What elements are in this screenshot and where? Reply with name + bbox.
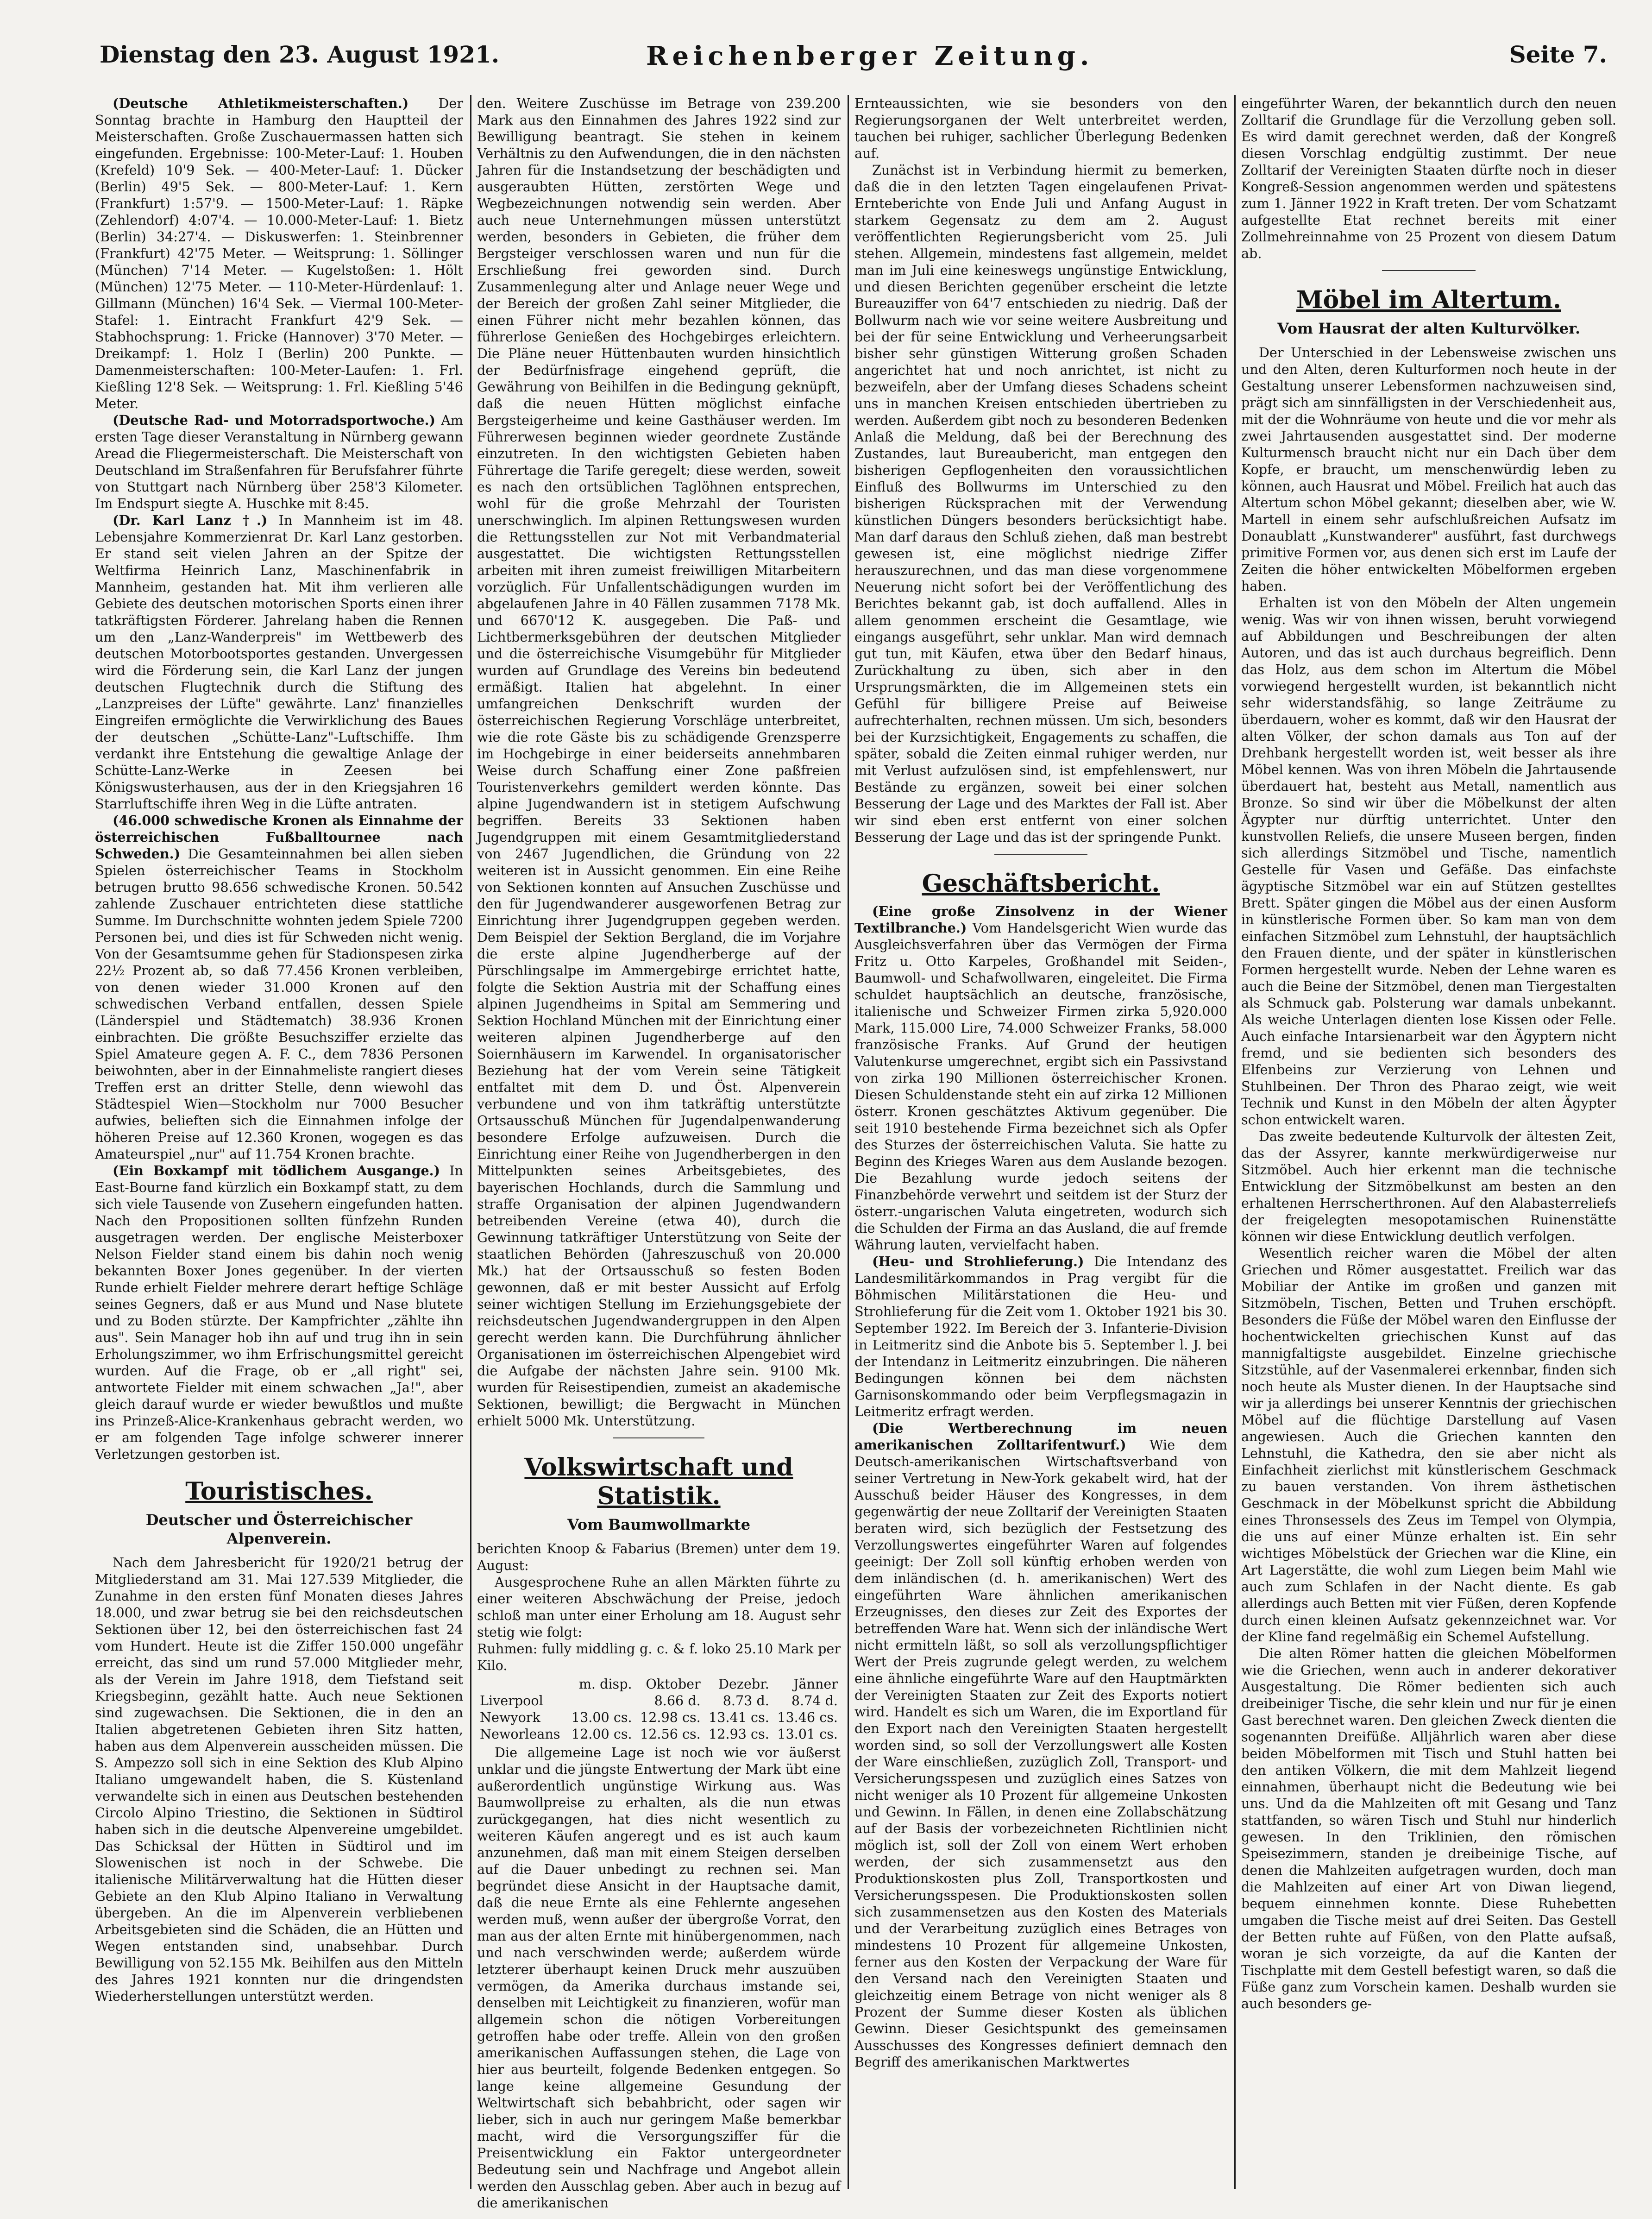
divider (613, 1437, 704, 1438)
section-heading-business: Geschäftsbericht. (922, 870, 1160, 898)
page-number: Seite 7. (1509, 41, 1607, 68)
us-tariff-cont: eingeführter Waren, der bekanntlich durch den neuen Zolltarif die Grundlage für die Verzollung geben soll. Es wird damit gerechnet werden, daß der Kongreß diesen Vorschlag endgültig zustimmt. Der neue Zolltarif der Vereinigten Staaten dürfte noch in dieser Kongreß-Session angenommen werden und spätestens zum 1. Jänner 1922 in Kraft treten. Der vom Schatzamt aufgestellte Etat rechnet bereits mit einer Zollmehreinnahme von 25 Prozent von diesem Datum ab. (1241, 95, 1616, 261)
table-row: Liverpool 8.66 d. 8.73 d. 8.74 d. (480, 1693, 838, 1708)
furniture-p3: Das zweite bedeutende Kulturvolk der ältesten Zeit, das der Assyrer, kannte merkwürdigerweise nur Sitzmöbel. Auch hier erkennt man die technische Entwicklung der Sitzmöbelkunst am besten an den erhaltenen Herrscherthronen. Auf den Alabasterreliefs der freigelegten mesopotamischen Ruinenstätte können wir diese Entwicklung deutlich verfolgen. (1241, 1128, 1616, 1244)
column-rule (1234, 95, 1236, 2189)
divider (994, 854, 1087, 855)
article-lanz: (Dr. Karl Lanz †.) In Mannheim ist im 48. Lebensjahre Kommerzienrat Dr. Karl Lanz gestorben. Er stand seit vielen Jahren an der Spitze der Weltfirma Heinrich Lanz, Maschinenfabrik in Mannheim, gestanden hat. Mit ihm verlieren alle Gebiete des deutschen motorischen Sports einen ihrer tatkräftigsten Förderer. Jahrelang haben die Rennen um den „Lanz-Wanderpreis" im Wettbewerb des deutschen Motorbootsportes gestanden. Unvergessen wird die Förderung sein, die Karl Lanz der jungen deutschen Flugtechnik durch die Stiftung des „Lanzpreises der Lüfte" gewährte. Lanz' finanzielles Eingreifen ermöglichte die Verwirklichung des Baues der deutschen „Schütte-Lanz"-Luftschiffe. Ihm verdankt ihre Entstehung die gewaltige Anlage der Schütte-Lanz-Werke in Zeesen bei Königswusterhausen, aus der in den Kriegsjahren 16 Starrluftschiffe ihren Weg in die Lüfte antraten. (95, 512, 463, 812)
section-heading-tourism: Touristisches. (185, 1477, 373, 1506)
subheading-cotton-market: Vom Baumwollmarkte (567, 1516, 751, 1533)
column-4 (1241, 95, 1616, 2189)
table-row: Neworleans 12.00 cs. 12.56 cs. 12.93 cs. 13.01 cs. (480, 1726, 838, 1742)
table-header-row: m. disp. Oktober Dezebr. Jänner (578, 1676, 838, 1692)
furniture-p2: Erhalten ist von den Möbeln der Alten ungemein wenig. Was wir von ihnen wissen, beruht vorwiegend auf Abbildungen und Beschreibungen der alten Autoren, und das ist auch durchaus begreiflich. Denn das Holz, aus dem schon im Altertum die Möbel vorwiegend hergestellt wurden, ist bekanntlich nicht sehr widerstandsfähig, so lange Zeiträume zu überdauern, woher es kommt, daß wir den Hausrat der alten Völker, der schon damals aus Ton auf der Drehbank hergestellt worden ist, weit besser als ihre Möbel kennen. Was von ihren Möbeln die Jahrtausende überdauert hat, besteht aus Metall, namentlich aus Bronze. So sind wir über die Möbelkunst der alten Ägypter nur dürftig unterrichtet. Unter den kunstvollen Reliefs, die unsere Museen bergen, finden sich allerdings Sitzmöbel und Tische, namentlich Gestelle für Vasen und Gefäße. Das einfachste ägyptische Sitzmöbel war ein auf Stützen gestelltes Brett. Später gingen die Möbel aus der einen Ausform in künstlerische Formen über. So kam man von dem einfachen Sitzmöbel zum Lehnstuhl, der hauptsächlich den Frauen diente, und der später in künstlerischen Formen hergestellt wurde. Neben der Lehne waren es auch die Beine der Sitzmöbel, denen man Tiergestalten als Schmuck gab. Polsterung war damals unbekannt. Als weiche Unterlagen dienten lose Kissen oder Felle. Auch einfache Intarsienarbeit war den Ägyptern nicht fremd, und sie bedienten sich besonders des Elfenbeins zur Verzierung von Lehnen und Stuhlbeinen. Der Thron des Pharao zeigt, wie weit Technik und Kunst in den Möbeln der alten Ägypter schon entwickelt waren. (1241, 595, 1616, 1128)
cotton-p3: Die allgemeine Lage ist noch wie vor äußerst unklar und die jüngste Entwertung der Mark übt eine außerordentlich ungünstige Wirkung aus. Was Baumwollpreise zu erhalten, als die nun etwas zurückgegangen, hat dies nicht wesentlich zu weiteren Käufen angeregt und es ist auch kaum anzunehmen, daß man mit einem Steigen derselben auf die Dauer unbedingt zu rechnen sei. Man begründet diese Ansicht in der Hauptsache damit, daß die neue Ernte als eine Fehlernte angesehen werden muß, wenn außer der übergroße Vorrat, den man aus der alten Ernte mit hinübergenommen, nach und nach verschwinden werde; außerdem würde letzterer überhaupt keinen Druck mehr auszuüben vermögen, da Amerika durchaus imstande sei, denselben mit Leichtigkeit zu finanzieren, wofür man allgemein schon die nötigen Vorbereitungen getroffen habe oder treffe. Allein von den großen amerikanischen Auffassungen stehen, die Lage von hier aus beurteilt, folgende Bedenken entgegen. So lange keine allgemeine Gesundung der Weltwirtschaft sich bebahbricht, oder sagen wir lieber, sich in auch nur geringem Maße bemerkbar macht, wird die Versorgungsziffer für die Preisentwicklung ein Faktor untergeordneter Bedeutung sein und Nachfrage und Angebot allein werden den Ausschlag geben. Aber auch in bezug auf die amerikanischen (477, 1745, 841, 2211)
furniture-p4: Wesentlich reicher waren die Möbel der alten Griechen und Römer ausgestattet. Freilich war das Mobiliar der Antike im großen und ganzen mit Sitzmöbeln, Tischen, Betten und Truhen erschöpft. Besonders die Füße der Möbel waren den Einflusse der hochentwickelten griechischen Kunst auf das mannigfaltigste ausgebildet. Einzelne griechische Sitzstühle, auf der Vasenmalerei erkennbar, finden sich noch heute als Muster dienen. In der Hauptsache sind wir ja allerdings bei unserer Kenntnis der griechischen Möbel auf die flüchtige Darstellung auf Vasen angewiesen. Auch die Griechen kannten den Lehnstuhl, die Kathedra, den sie aber nicht als Einfachheit zierlichst mit künstlerischem Geschmack zu bauen verstanden. Von ihrem ästhetischen Geschmack in der Möbelkunst spricht die Abbildung eines Thronsessels des Zeus im Tempel von Olympia, die uns auf einer Münze erhalten ist. Ein sehr wichtiges Möbelstück der Griechen war die Kline, ein Art Lagerstätte, die wohl zum Liegen beim Mahl wie auch zum Schlafen in der Nacht diente. Es gab allerdings auch Betten mit vier Füßen, deren Kopfende durch einen kleinen Aufsatz gekennzeichnet war. Vor der Kline fand regelmäßig ein Schemel Aufstellung. (1241, 1245, 1616, 1645)
section-heading-economy: Volkswirtschaft und Statistik. (524, 1453, 793, 1510)
article-athletics: (Deutsche Athletikmeisterschaften.) Der Sonntag brachte in Hamburg den Hauptteil der Meisterschaften. Große Zuschauermassen hatten sich eingefunden. Ergebnisse: 100-Meter-Lauf: 1. Houben (Krefeld) 10'9 Sek. — 400-Meter-Lauf: 1. Dücker (Berlin) 49'5 Sek. — 800-Meter-Lauf: 1. Kern (Frankfurt) 1:57'9. — 1500-Meter-Lauf: 1. Räpke (Zehlendorf) 4:07'4. — 10.000-Meter-Lauf: 1. Bietz (Berlin) 34:27'4. — Diskuswerfen: 1. Steinbrenner (Frankfurt) 42'75 Meter. — Weitsprung: 1. Söllinger (München) 7'14 Meter. — Kugelstoßen: 1. Hölt (München) 12'75 Meter. — 110-Meter-Hürdenlauf: 1. Gillmann (München) 16'4 Sek. — Viermal 100-Meter-Stafel: 1. Eintracht Frankfurt 42'9 Sek. — Stabhochsprung: 1. Fricke (Hannover) 3'70 Meter. — Dreikampf: 1. Holz I (Berlin) 200 Punkte. — Damenmeisterschaften: 100-Meter-Laufen: 1. Frl. Kießling 12'8 Sek. — Weitsprung: 1. Frl. Kießling 5'46 Meter. (95, 95, 464, 411)
article-football: (46.000 schwedische Kronen als Einnahme der österreichischen Fußballtournee nach Schweden.) Die Gesamteinnahmen bei allen sieben Spielen österreichischer Teams in Stockholm betrugen brutto 98.656 schwedische Kronen. 50.542 zahlende Zuschauer entrichteten diese stattliche Summe. Im Durchschnitte wohnten jedem Spiele 7200 Personen bei, und dies ist für Schweden nicht wenig. Von der Gesamtsumme gehen für Stadionspesen zirka 22½ Prozent ab, so daß 77.456 Kronen verbleiben, von denen wieder 31.000 Kronen auf den schwedischen Verband entfallen, dessen Spiele (Länderspiel und Städtematch) 38.936 Kronen einbrachten. Die größte Besuchsziffer erzielte das Spiel Amateure gegen A. F. C., dem 7836 Personen beiwohnten, aber in der Einnahmeliste rangiert dieses Treffen erst an dritter Stelle, denn wiewohl das Städtespiel Wien—Stockholm nur 7000 Besucher aufwies, belieften sich die Einnahmen infolge der höheren Preise auf 12.360 Kronen, wogegen es das Amateurspiel „nur" auf 11.754 Kronen brachte. (95, 813, 463, 1162)
column-rule (470, 95, 471, 2189)
furniture-p5: Die alten Römer hatten die gleichen Möbelformen wie die Griechen, wenn auch in anderer dekorativer Ausgestaltung. Die Römer bedienten sich auch dreibeiniger Tische, die sehr klein und nur für je einen Gast berechnet waren. Den gleichen Zweck dienten die sogenannten Dreifüße. Alljährlich waren aber diese beiden Möbelformen mit Tisch und Stuhl hatten bei den antiken Völkern, die mit dem Mahlzeit liegend einnahmen, überhaupt nicht die Bedeutung wie bei uns. Und da die Mahlzeiten oft mit Gesang und Tanz stattfanden, so wären Tisch und Stuhl nur hinderlich gewesen. In den Triklinien, den römischen Speisezimmern, standen je dreibeinige Tische, auf denen die Mahlzeiten aufgetragen wurden, doch man die Mahlzeiten auf einer Art von Diwan liegend, bequem einnehmen konnte. Diese Ruhebetten umgaben die Tische meist auf drei Seiten. Das Gestell der Betten ruhte auf Füßen, von den Platte aufsaß, woran je sich vorzeigte, da auf die Kanten der Tischplatte mit dem Gestell befestigt waren, so daß die Füße ganz zum Vorschein kamen. Deshalb wurden sie auch besonders ge- (1241, 1645, 1616, 2011)
column-rule (848, 95, 849, 2189)
newspaper-title: Reichenberger Zeitung. (646, 41, 1094, 71)
article-us-tariff: (Die Wertberechnung im neuen amerikanischen Zolltarifentwurf.) Wie dem Deutsch-amerikanischen Wirtschaftsverband von seiner Vertretung in New-York gekabelt wird, hat der Ausschuß beider Häuser des Kongresses, in dem gegenwärtig der neue Zolltarif der Vereinigten Staaten beraten wird, sich bezüglich der Festsetzung des Verzollungswertes eingeführter Waren auf folgendes geeinigt: Der Zoll soll künftig erhoben werden von dem inländischen (d. h. amerikanischen) Wert des eingeführten Ware ähnlichen amerikanischen Erzeugnisses, den dieses zur Zeit des Exportes der betreffenden Ware hat. Wenn sich der inländische Wert nicht ermitteln läßt, so soll als verzollungspflichtiger Wert der Preis zugrunde gelegt werden, zu welchem eine ähnliche eingeführte Ware auf den Hauptmärkten der Vereinigten Staaten zur Zeit des Exports notiert wird. Handelt es sich um Waren, die im Exportland für den Export nach den Vereinigten Staaten hergestellt worden sind, so soll der Verzollungswert alle Kosten der Ware einschließen, zuzüglich Zoll, Transport- und Versicherungsspesen und zuzüglich eines Satzes von nicht weniger als 10 Prozent für allgemeine Unkosten und Gewinn. In Fällen, in denen eine Zollabschätzung auf der Basis der vorbezeichneten Richtlinien nicht möglich ist, soll der Zoll von einem Wert erhoben werden, der sich zusammensetzt aus den Produktionskosten plus Zoll, Transportkosten und Versicherungsspesen. Die Produktionskosten sollen sich zusammensetzen aus den Kosten des Materials und der Verarbeitung zuzüglich eines Betrages von mindestens 10 Prozent für allgemeine Unkosten, ferner aus den Kosten der Verpackung der Ware für den Versand nach den Vereinigten Staaten und gleichzeitig einem Betrage von nicht weniger als 8 Prozent der Summe dieser Kosten als üblichen Gewinn. Dieser Gesichtspunkt des gemeinsamen Ausschusses des Kongresses definiert demnach den Begriff des amerikanischen Marktwertes (854, 1420, 1227, 2070)
article-hay-supply: (Heu- und Strohlieferung.) Die Intendanz des Landesmilitärkommandos in Prag vergibt für die Böhmischen Militärstationen die Heu- und Strohlieferung für die Zeit vom 1. Oktober 1921 bis 30. September 1922. Im Bereich der 3. Infanterie-Division in Leitmeritz sind die Anbote bis 5. September l. J. bei der Intendanz in Leitmeritz einzubringen. Die näheren Bedingungen können bei dem nächsten Garnisonskommando oder beim Verpflegsmagazin in Leitmeritz erfragt werden. (854, 1254, 1227, 1419)
subheading-furniture: Vom Hausrat der alten Kulturvölker. (1277, 320, 1581, 337)
column-2 (477, 95, 841, 2211)
cotton-cont-1: Ernteaussichten, wie sie besonders von den Regierungsorganen der Welt unterbreitet werden, tauchen bei ruhiger, sachlicher Überlegung Bedenken auf. (854, 95, 1227, 161)
cotton-intro: berichten Knoop & Fabarius (Bremen) unter dem 19. August: (477, 1541, 841, 1573)
furniture-p1: Der Unterschied in der Lebensweise zwischen uns und den Alten, deren Kulturformen noch heute in der Gestaltung unserer Lebensformen nachzuweisen sind, prägt sich am sinnfälligsten in der Verschiedenheit aus, mit der die Wohnräume von heute und die vor mehr als zwei Jahrtausenden ausgestattet sind. Der moderne Kulturmensch braucht nicht nur ein Dach über dem Kopfe, er braucht, um menschenwürdig leben zu können, auch Hausrat und Möbel. Freilich hat auch das Altertum schon Möbel gekannt; dieselben aber, wie W. Martell in einem sehr aufschlußreichen Aufsatz im Donaublatt „Kunstwanderer" ausführt, fast durchwegs primitive Formen vor, aus denen sich erst im Laufe der Zeiten die höher entwickelten Möbelformen ergeben haben. (1241, 345, 1616, 594)
divider (1382, 270, 1476, 271)
cotton-p2: Ruhmen: fully middling g. c. & f. loko 25.10 Mark per Kilo. (477, 1641, 841, 1673)
article-alpenverein: Nach dem Jahresbericht für 1920/21 betrug der Mitgliederstand am 31. Mai 127.539 Mitglieder, die Zunahme in den ersten fünf Monaten dieses Jahres 18.000, und zwar betrug sie bei den reichsdeutschen Sektionen über 12, bei den österreichischen fast 24 vom Hundert. Heute ist die Ziffer 150.000 ungefähr erreicht, das sind um rund 57.000 Mitglieder mehr, als der Verein im Jahre 1918, dem Tiefstand seit Kriegsbeginn, gezählt hatte. Auch neue Sektionen sind zugewachsen. Die Sektionen, die in den an Italien abgetretenen Gebieten ihren Sitz hatten, haben aus dem Alpenverein ausscheiden müssen. Die S. Ampezzo soll sich in eine Sektion des Klub Alpino Italiano umgewandelt haben, die S. Küstenland verwandelte sich in einen aus Deutschen bestehenden Circolo Alpino Triestino, die Sektionen in Südtirol haben sich in die deutsche Alpenvereine umgebildet. Das Schicksal der Hütten in Südtirol und im Slowenischen ist noch in der Schwebe. Die italienische Militärverwaltung hat die Hütten dieser Gebiete an den Klub Alpino Italiano in Verwaltung übergeben. An die im Alpenverein verbliebenen Arbeitsgebieten sind die Schäden, die an Hütten und Wegen entstanden sind, unabsehbar. Durch Bewilligung von 52.155 Mk. Beihilfen aus den Mitteln des Jahres 1921 konnten nur die dringendsten Wiederherstellungen unterstützt werden. (95, 1555, 463, 2004)
article-boxing: (Ein Boxkampf mit tödlichem Ausgange.) In East-Bourne fand kürzlich ein Boxkampf statt, zu dem sich viele Tausende von Zusehern eingefunden hatten. Nach den Propositionen sollten fünfzehn Runden ausgetragen werden. Der englische Meisterboxer Nelson Fielder stand einem bis dahin noch wenig bekannten Boxer Jones gegenüber. In der vierten Runde erhielt Fielder mehrere derart heftige Schläge seines Gegners, daß er aus Mund und Nase blutete und zu Boden stürzte. Der Kampfrichter „zählte ihn aus". Sein Manager hob ihn auf und trug ihn in sein Erholungszimmer, wo ihm Erfrischungsmittel gereicht wurden. Auf die Frage, ob er „all right" sei, antwortete Fielder mit einem schwachen „Ja!", aber gleich darauf wurde er wieder bewußtlos und mußte ins Prinzeß-Alice-Krankenhaus gebracht werden, wo er am folgenden Tage infolge schwerer innerer Verletzungen gestorben ist. (95, 1163, 463, 1462)
article-alpenverein-cont: den. Weitere Zuschüsse im Betrage von 239.200 Mark aus den Einnahmen des Jahres 1922 sind zur Bewilligung beantragt. Sie stehen in keinem Verhältnis zu den Aufwendungen, die in den nächsten Jahren für die Instandsetzung der beschädigten und ausgeraubten Hütten, zerstörten Wege und Wegbezeichnungen notwendig sein werden. Aber auch neue Unternehmungen müssen unterstützt werden, besonders in Gebieten, die früher dem Bergsteiger verschlossen waren und nun für die Erschließung frei geworden sind. Durch Zusammenlegung alter und Anlage neuer Wege und der Bereich der großen Zahl seiner Mitglieder, die einen Führer nicht mehr bezahlen können, das führerlose Genießen des Hochgebirges erleichtern. Die Pläne neuer Hüttenbauten wurden hinsichtlich der Bedürfnisfrage eingehend geprüft, die Gewährung von Beihilfen in die Bedingung geknüpft, daß die neuen Hütten möglichst einfache Bergsteigerheime und keine Gasthäuser werden. Im Führerwesen beginnen wieder geordnete Zustände einzutreten. In den wichtigsten Gebieten haben Führertage die Tarife geregelt; diese werden, soweit es nach den ortsüblichen Taglöhnen entsprechen, wohl für die große Mehrzahl der Touristen unerschwinglich. Im alpinen Rettungswesen wurden die Rettungsstellen zur Not mit Verbandmaterial ausgestattet. Die wichtigsten Rettungsstellen arbeiten mit ihren zumeist freiwilligen Mitarbeitern vorzüglich. Für Unfallentschädigungen wurden im abgelaufenen Jahre in 40 Fällen zusammen 7178 Mk. und 6670'12 K. ausgegeben. Die Paß- und Lichtbermerksgebühren der deutschen Mitglieder und die österreichische Visumgebühr für Mitglieder wurden auf Grundlage des Vereins bin bedeutend ermäßigt. Italien hat abgelehnt. In einer umfangreichen Denkschrift wurden der österreichischen Regierung Vorschläge unterbreitet, wie die rote Gäste bis zu schädigende Grenzsperre im Hochgebirge in einer beiderseits annehmbaren Weise durch Schaffung einer Zone paßfreien Touristenverkehrs gemildert werden könnte. Das alpine Jugendwandern ist in stetigem Aufschwung begriffen. Bereits 33 Sektionen haben Jugendgruppen mit einem Gesamtmitgliederstand von 2467 Jugendlichen, die Gründung von 22 weiteren ist in Aussicht genommen. Ein eine Reihe von Sektionen konnten auf Ansuchen Zuschüsse und den für Jugendwanderer ausgeworfenen Betrag zur Einrichtung ihrer Jugendgruppen gegeben werden. Dem Beispiel der Sektion Bergland, die im Vorjahre die erste alpine Jugendherberge auf der Pürschlingsalpe im Ammergebirge errichtet hatte, folgte die Sektion Austria mit der Schaffung eines alpinen Jugendheims in Spital am Semmering und Sektion Hochland München mit der Einrichtung einer weiteren alpinen Jugendherberge auf den Soiernhäusern im Karwendel. In organisatorischer Beziehung hat der vom Verein seine Tätigkeit entfaltet mit dem D. und Öst. Alpenverein verbundene und von ihm tatkräftig unterstützte Ortsausschuß München für Jugendalpenwanderung besondere Erfolge aufzuweisen. Durch die Einrichtung einer Reihe von Jugendherbergen in den Mittelpunkten seines Arbeitsgebietes, des bayerischen Hochlands, durch die Sammlung und straffe Organisation der alpinen Jugendwandern betreibenden Vereine (etwa 40), durch die Gewinnung tatkräftiger Unterstützung von Seite der staatlichen Behörden (Jahreszuschuß von 20.000 Mk.) hat der Ortsausschuß so festen Boden gewonnen, daß er mit bester Aussicht auf Erfolg seiner wichtigen Stellung im Erziehungsgebiete der reichsdeutschen Jugendwandergruppen in den Alpen gerecht werden kann. Die Durchführung ähnlicher Organisationen im österreichischen Alpengebiet wird die Aufgabe der nächsten Jahre sein. 9100 Mk. wurden für Reisestipendien, zumeist an akademische Sektionen, bewilligt; die Bergwacht in München erhielt 5000 Mk. Unterstützung. (477, 95, 841, 1429)
column-1 (95, 95, 463, 2189)
column-3 (854, 95, 1227, 2189)
header-date: Dienstag den 23. August 1921. (100, 41, 500, 68)
table-row: Newyork 13.00 cs. 12.98 cs. 13.41 cs. 13.46 cs. (480, 1709, 838, 1725)
cotton-p1: Ausgesprochene Ruhe an allen Märkten führte zu einer weiteren Abschwächung der Preise, jedoch schloß man unter einer Erholung am 18. August sehr stetig wie folgt: (477, 1574, 841, 1640)
article-insolvency: (Eine große Zinsolvenz in der Wiener Textilbranche.) Vom Handelsgericht Wien wurde das Ausgleichsverfahren über das Vermögen der Firma Fritz u. Otto Karpeles, Großhandel mit Seiden-, Baumwoll- und Schafwollwaren, eingeleitet. Die Firma schuldet hauptsächlich an deutsche, französische, italienische und Schweizer Firmen zirka 5,920.000 Mark, 115.000 Lire, 74.000 Schweizer Franks, 58.000 französische Franks. Auf Grund der heutigen Valutenkurse umgerechnet, ergibt sich ein Passivstand von zirka 190 Millionen österreichischer Kronen. Diesen Schuldenstande steht ein auf zirka 12 Millionen österr. Kronen geschätztes Aktivum gegenüber. Die seit 1910 bestehende Firma bezeichnet sich als Opfer des Sturzes der österreichischen Valuta. Sie hatte zu Beginn des Krieges Waren aus dem Auslande bezogen. Die Bezahlung wurde jedoch seitens der Finanzbehörde verwehrt und seitdem ist der Sturz der österr.-ungarischen Valuta eingetreten, wodurch sich die Schulden der Firma an das Ausland, die auf fremde Währung lauten, vervielfacht haben. (854, 903, 1227, 1253)
section-heading-furniture: Möbel im Altertum. (1296, 286, 1561, 314)
subheading-alpenverein: Deutscher und Österreichischer Alpenverein. (145, 1511, 413, 1547)
article-cycling: (Deutsche Rad- und Motorradsportwoche.) Am ersten Tage dieser Veranstaltung in Nürnberg gewann Aread die Fliegermeisterschaft. Die Meisterschaft von Deutschland im Straßenfahren für Berufsfahrer führte von Stuttgart nach Nürnberg über 258'3 Kilometer. Im Endspurt siegte A. Huschke mit 8:45. (95, 412, 463, 511)
page-header (100, 41, 1607, 73)
cotton-cont-2: Zunächst ist in Verbindung hiermit zu bemerken, daß die in den letzten Tagen eingelaufenen Privat-Ernteberichte von Ende Juli und Anfang August in starkem Gegensatz zu dem am 2. August veröffentlichten Regierungsbericht vom 25. Juli stehen. Allgemein, mindestens fast allgemein, meldet man im Juli eine keineswegs ungünstige Entwicklung, und diesen Berichten gegenüber erscheint die letzte Bureauziffer von 64'7 entschieden zu niedrig. Daß der Bollwurm nach wie vor seine weitere Ausbreitung und bei der für seine Entwicklung und Verheerungsarbeit bisher sehr günstigen Witterung großen Schaden angerichtet hat und noch anrichtet, ist nicht zu bezweifeln, aber der Umfang dieses Schadens scheint uns in manchen Kreisen entschieden übertrieben zu werden. Außerdem gibt noch zu besonderen Bedenken Anlaß die Meldung, daß bei der Berechnung des Zustandes, laut Bureaubericht, man entgegen den bisherigen Gepflogenheiten den voraussichtlichen Einfluß des Bollwurms im Unterschied zu den bisherigen Rücksprachen mit der Verwendung künstlichen Düngers besonders berücksichtigt habe. Man darf daraus den Schluß ziehen, daß man bestrebt gewesen ist, eine möglichst niedrige Ziffer herauszurechnen, und das man diese vorgenommene Neuerung nicht sofort bei der Veröffentlichung des Berichtes bekannt gab, ist doch auffallend. Alles in allem genommen erscheint die Gesamtlage, wie eingangs ausgeführt, sehr unklar. Man wird demnach gut tun, mit Käufen, etwa über den Bedarf hinaus, Zurückhaltung zu üben, sich aber in den Ursprungsmärkten, die im Allgemeinen stets ein Gefühl für billigere Preise auf Beiweise aufrechterhalten, rechnen müssen. Um sich, besonders bei der Kurzsichtigkeit, Engagements zu schaffen, die später, sobald die Zeiten einmal ruhiger werden, nur mit Verlust aufzulösen sind, ist empfehlenswert, nur Bestände zu ergänzen, soweit bei einer solchen Besserung der Lage und des Marktes der Fall ist. Aber wir sind eben erst entfernt von einer solchen Besserung der Lage und das ist der springende Punkt. (854, 162, 1227, 845)
cotton-price-table (477, 1676, 841, 1742)
